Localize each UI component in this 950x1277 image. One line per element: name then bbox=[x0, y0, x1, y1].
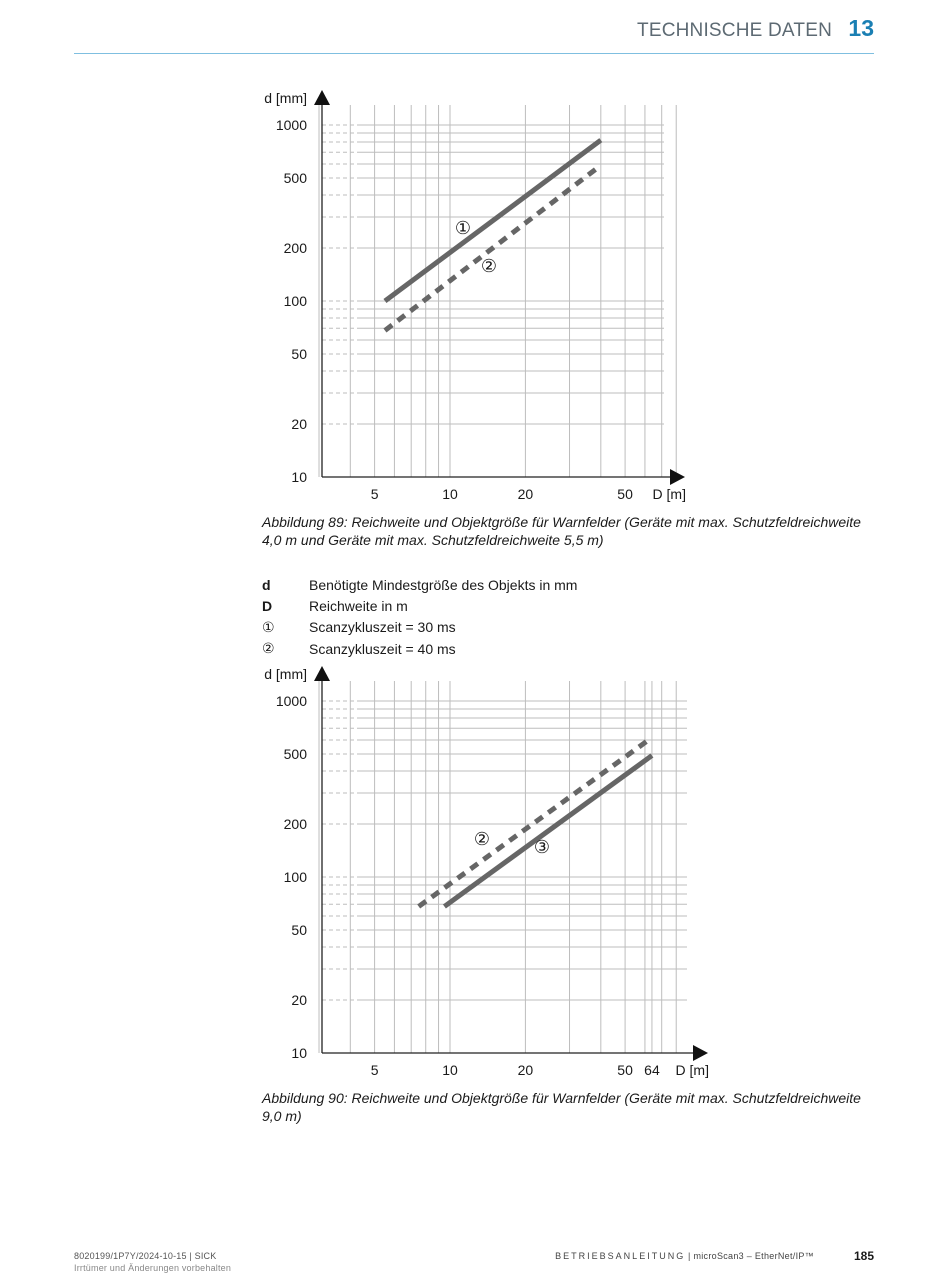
x-axis-title: D [m] bbox=[652, 486, 686, 502]
x-axis-title: D [m] bbox=[675, 1062, 709, 1078]
x-tick-label: 50 bbox=[617, 1062, 633, 1078]
y-tick-label: 1000 bbox=[275, 117, 307, 133]
header-divider bbox=[74, 53, 874, 54]
footer-manual-title bbox=[555, 1251, 814, 1261]
x-axis-arrow bbox=[693, 1045, 708, 1061]
footer-doc-id: 8020199/1P7Y/2024-10-15 | SICK bbox=[74, 1251, 217, 1261]
y-tick-label: 1000 bbox=[275, 693, 307, 709]
y-tick-label: 10 bbox=[291, 469, 307, 485]
legend-text: Reichweite in m bbox=[309, 597, 408, 614]
series-label: ③ bbox=[533, 837, 551, 857]
y-tick-label: 20 bbox=[291, 992, 307, 1009]
footer-product: | microScan3 – EtherNet/IP™ bbox=[685, 1251, 814, 1261]
series-label: ① bbox=[454, 218, 472, 238]
y-tick-label: 100 bbox=[283, 293, 307, 309]
chapter-number: 13 bbox=[848, 15, 874, 41]
chart-warning-fields-small bbox=[0, 80, 950, 510]
y-tick-label: 50 bbox=[291, 921, 307, 938]
footer-doc-info bbox=[74, 1250, 231, 1274]
y-tick-label: 200 bbox=[283, 816, 307, 833]
page-number: 185 bbox=[853, 1249, 874, 1263]
section-title: TECHNISCHE DATEN bbox=[637, 20, 832, 41]
y-tick-label: 20 bbox=[291, 416, 307, 433]
series-label: ② bbox=[480, 256, 498, 276]
footer-disclaimer: Irrtümer und Änderungen vorbehalten bbox=[74, 1263, 232, 1273]
legend-item bbox=[262, 595, 862, 616]
y-tick-label: 50 bbox=[291, 345, 307, 362]
series-line bbox=[419, 738, 652, 907]
series-label: ② bbox=[473, 829, 491, 849]
x-tick-label: 5 bbox=[370, 1062, 379, 1078]
legend-symbol: d bbox=[262, 576, 271, 593]
x-tick-label: 20 bbox=[517, 486, 534, 502]
legend-item bbox=[262, 617, 862, 638]
legend bbox=[262, 574, 862, 659]
legend-symbol: ② bbox=[262, 640, 275, 657]
x-tick-label: 50 bbox=[617, 486, 633, 502]
legend-text: Benötigte Mindestgröße des Objekts in mm bbox=[309, 576, 578, 593]
legend-item bbox=[262, 574, 862, 595]
x-tick-label: 10 bbox=[442, 486, 458, 502]
legend-text: Scanzykluszeit = 30 ms bbox=[309, 619, 456, 636]
legend-text: Scanzykluszeit = 40 ms bbox=[309, 640, 456, 657]
x-tick-label: 5 bbox=[370, 486, 379, 502]
x-tick-label: 20 bbox=[517, 1062, 534, 1078]
y-tick-label: 100 bbox=[283, 869, 307, 885]
legend-symbol: D bbox=[262, 597, 273, 614]
y-tick-label: 10 bbox=[291, 1045, 307, 1061]
figure-caption-89: Abbildung 89: Reichweite und Objektgröße für Warnfelder (Geräte mit max. Schutzfeldreichweite 4,0 m und Geräte mit max. Schutzfeldreichweite 5,5 m) bbox=[262, 514, 861, 548]
legend-symbol: ① bbox=[262, 618, 275, 635]
y-axis-title: d [mm] bbox=[264, 666, 307, 682]
y-axis-title: d [mm] bbox=[264, 90, 307, 106]
chart-warning-fields-large bbox=[0, 656, 950, 1086]
x-axis-arrow bbox=[670, 469, 685, 485]
x-tick-label: 10 bbox=[442, 1062, 458, 1078]
y-tick-label: 500 bbox=[283, 169, 307, 186]
figure-caption-90: Abbildung 90: Reichweite und Objektgröße für Warnfelder (Geräte mit max. Schutzfeldreichweite 9,0 m) bbox=[262, 1090, 861, 1124]
y-axis-arrow bbox=[314, 90, 330, 105]
x-tick-label: 64 bbox=[644, 1062, 660, 1078]
y-tick-label: 200 bbox=[283, 240, 307, 257]
footer-manual-label: BETRIEBSANLEITUNG bbox=[555, 1251, 686, 1261]
y-tick-label: 500 bbox=[283, 745, 307, 762]
y-axis-arrow bbox=[314, 666, 330, 681]
